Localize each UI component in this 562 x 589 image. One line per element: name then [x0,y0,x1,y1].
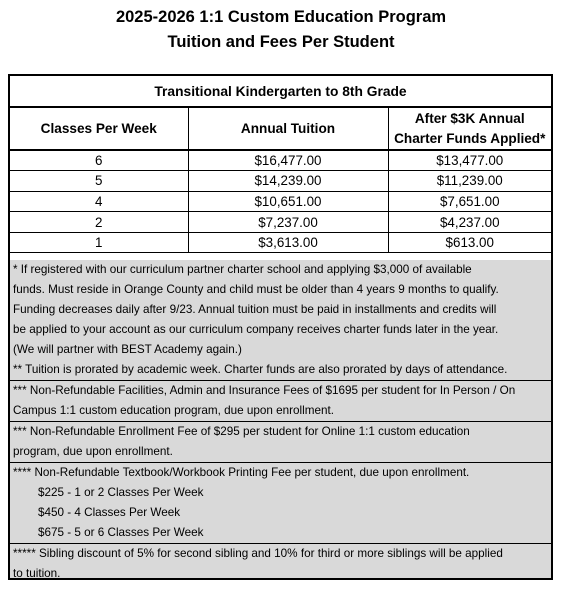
table-row [10,150,551,171]
cell-tuition: $14,239.00 [188,171,388,192]
cell-tuition: $10,651.00 [188,191,388,212]
note-enrollment-fee [10,422,551,463]
col-header-after-line2: Charter Funds Applied* [394,130,546,146]
note-sibling-discount [10,544,551,584]
note-line: be applied to your account as our curriculum company receives charter funds later in the year. [13,323,499,336]
table-row [10,212,551,233]
tuition-frame [8,74,553,580]
cell-classes: 4 [10,191,188,212]
note-line: (We will partner with BEST Academy again.) [13,343,242,356]
note-line: **** Non-Refundable Textbook/Workbook Printing Fee per student, due upon enrollment. [13,466,470,479]
table-row [10,171,551,192]
cell-after: $11,239.00 [388,171,551,192]
cell-classes: 6 [10,150,188,171]
note-prorated [10,360,551,381]
tuition-table [10,108,551,253]
col-header-after-charter [388,108,551,150]
col-header-classes: Classes Per Week [10,108,188,150]
cell-classes: 1 [10,232,188,253]
table-row [10,191,551,212]
note-line: program, due upon enrollment. [13,445,173,458]
cell-after: $4,237.00 [388,212,551,233]
cell-tuition: $3,613.00 [188,232,388,253]
cell-tuition: $16,477.00 [188,150,388,171]
note-line: funds. Must reside in Orange County and child must be older than 4 years 9 months to qualify. [13,283,499,296]
cell-after: $13,477.00 [388,150,551,171]
table-header-row [10,108,551,150]
section-title: Transitional Kindergarten to 8th Grade [10,76,551,108]
note-charter-funds [10,260,551,360]
fee-item: $225 - 1 or 2 Classes Per Week [38,486,204,499]
note-facilities-fee [10,381,551,422]
cell-tuition: $7,237.00 [188,212,388,233]
note-line: *** Non-Refundable Enrollment Fee of $295 per student for Online 1:1 custom education [13,425,470,438]
table-row [10,232,551,253]
note-textbook-fee [10,463,551,544]
note-line: * If registered with our curriculum partner charter school and applying $3,000 of available [13,263,472,276]
note-line: Campus 1:1 custom education program, due upon enrollment. [13,404,334,417]
note-line: Funding decreases daily after 9/23. Annual tuition must be paid in installments and credits will [13,303,497,316]
cell-after: $613.00 [388,232,551,253]
col-header-after-line1: After $3K Annual [414,110,525,126]
cell-classes: 2 [10,212,188,233]
fee-item: $450 - 4 Classes Per Week [38,506,181,519]
fee-item: $675 - 5 or 6 Classes Per Week [38,526,204,539]
page-title: 2025-2026 1:1 Custom Education Program [115,8,447,26]
cell-classes: 5 [10,171,188,192]
col-header-tuition: Annual Tuition [188,108,388,150]
cell-after: $7,651.00 [388,191,551,212]
page-subtitle: Tuition and Fees Per Student [167,33,395,51]
notes-section [10,260,551,578]
note-line: to tuition. [13,567,61,580]
note-line: ** Tuition is prorated by academic week. Charter funds are also prorated by days of attendance. [13,363,508,376]
note-line: ***** Sibling discount of 5% for second sibling and 10% for third or more siblings will be applied [13,547,503,560]
note-line: *** Non-Refundable Facilities, Admin and Insurance Fees of $1695 per student for In Person / On [13,384,516,397]
